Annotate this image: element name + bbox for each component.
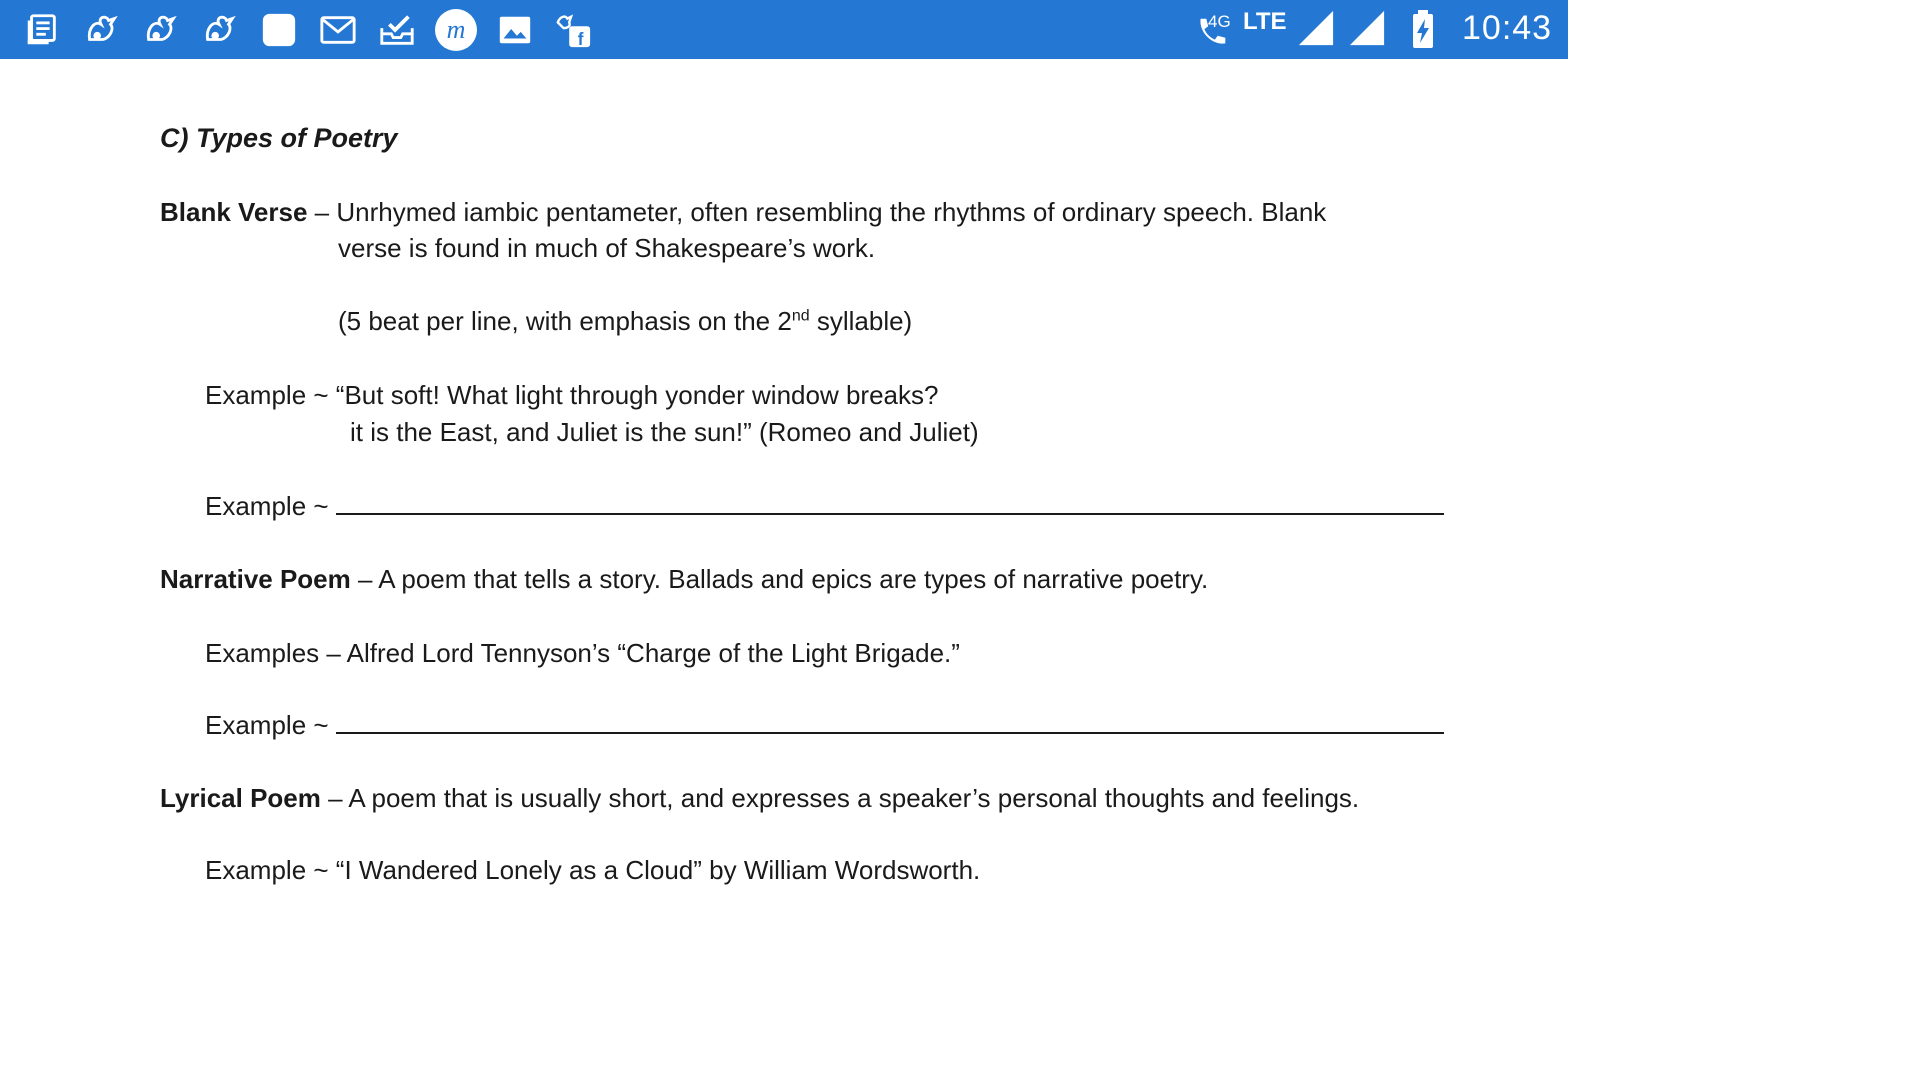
blank-verse-example bbox=[205, 380, 938, 411]
narrative-term: Narrative Poem bbox=[160, 564, 351, 594]
svg-text:m: m bbox=[446, 15, 466, 44]
narrative-example-blank bbox=[205, 710, 1444, 741]
network-lte-label: LTE bbox=[1243, 8, 1287, 35]
narrative-definition bbox=[160, 564, 1208, 595]
uc-browser-icon bbox=[199, 10, 239, 50]
network-4g-label: 4G bbox=[1208, 12, 1231, 31]
example-label: Example ~ bbox=[205, 710, 336, 740]
example-quote-line-2: it is the East, and Juliet is the sun!” (Romeo and Juliet) bbox=[350, 417, 979, 447]
section-heading: C) Types of Poetry bbox=[160, 123, 398, 153]
square-app-icon bbox=[259, 10, 299, 50]
gmail-icon bbox=[318, 10, 358, 50]
m-app-icon bbox=[434, 8, 478, 52]
example-label: Example ~ bbox=[205, 380, 336, 410]
note-sup: nd bbox=[791, 307, 810, 325]
signal-strength-icon bbox=[1347, 8, 1387, 48]
clock-time: 10:43 bbox=[1462, 9, 1553, 47]
docs-icon bbox=[22, 10, 62, 50]
battery-charging-icon bbox=[1405, 9, 1441, 51]
uc-browser-icon bbox=[81, 10, 121, 50]
blank-verse-note bbox=[338, 306, 912, 337]
facebook-share-icon bbox=[553, 10, 593, 50]
lyrical-definition bbox=[160, 783, 1359, 814]
note-pre: (5 beat per line, with emphasis on the 2 bbox=[338, 306, 792, 336]
blank-verse-def-2: verse is found in much of Shakespeare’s work. bbox=[338, 233, 876, 263]
inbox-icon bbox=[377, 10, 417, 50]
lyrical-term: Lyrical Poem bbox=[160, 783, 321, 813]
example-quote-line-1: “But soft! What light through yonder window breaks? bbox=[335, 380, 939, 410]
lyrical-example: Example ~ “I Wandered Lonely as a Cloud” by William Wordsworth. bbox=[205, 855, 981, 885]
status-bar bbox=[0, 0, 1568, 59]
signal-strength-icon bbox=[1296, 8, 1336, 48]
fill-in-blank-line[interactable] bbox=[336, 712, 1444, 734]
document-page bbox=[0, 59, 1568, 885]
blank-verse-definition bbox=[160, 197, 1326, 228]
gallery-icon bbox=[495, 10, 535, 50]
svg-text:f: f bbox=[577, 30, 584, 49]
blank-verse-example-blank bbox=[205, 491, 1444, 522]
note-post: syllable) bbox=[809, 306, 913, 336]
narrative-examples: Examples – Alfred Lord Tennyson’s “Charge of the Light Brigade.” bbox=[205, 638, 960, 668]
uc-browser-icon bbox=[140, 10, 180, 50]
lyrical-def: – A poem that is usually short, and expresses a speaker’s personal thoughts and feelings. bbox=[320, 783, 1360, 813]
fill-in-blank-line[interactable] bbox=[336, 493, 1444, 515]
blank-verse-def-1: – Unrhymed iambic pentameter, often resembling the rhythms of ordinary speech. Blank bbox=[307, 197, 1327, 227]
narrative-def: – A poem that tells a story. Ballads and epics are types of narrative poetry. bbox=[350, 564, 1209, 594]
blank-verse-term: Blank Verse bbox=[160, 197, 308, 227]
example-label: Example ~ bbox=[205, 491, 336, 521]
